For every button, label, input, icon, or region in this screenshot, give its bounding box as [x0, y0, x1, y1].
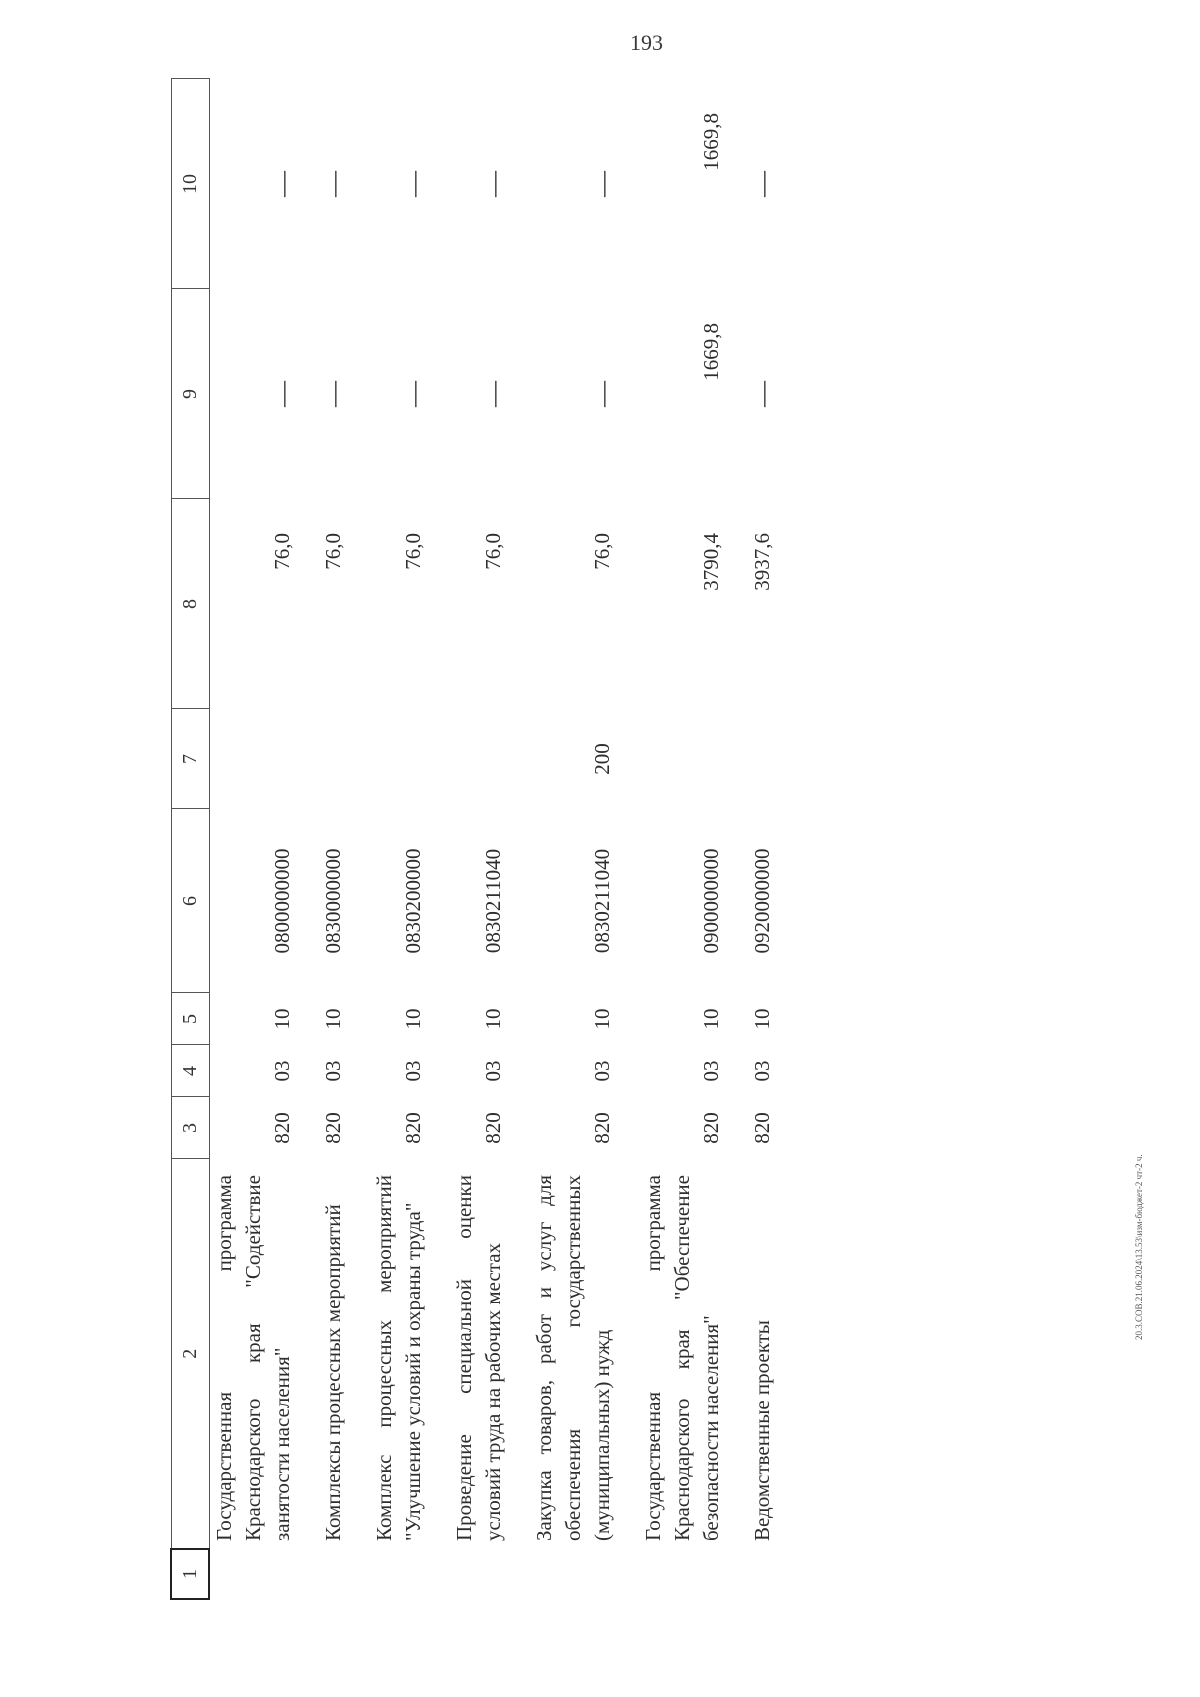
cell-col-10: — [398, 171, 428, 197]
cell-col-7 [370, 709, 432, 809]
spacer-cell [512, 79, 530, 1599]
cell-col-9: — [267, 381, 297, 407]
cell-col-4: 03 [480, 1060, 505, 1082]
table-row [450, 79, 512, 1599]
cell-col-8: 76,0 [269, 533, 294, 570]
cell-col-3: 820 [269, 1112, 294, 1144]
cell-col-8: 76,0 [320, 533, 345, 570]
header-col-8: 8 [171, 499, 209, 709]
cell-col-4: 03 [320, 1060, 345, 1082]
header-col-5: 5 [171, 993, 209, 1045]
cell-col-5: 10 [480, 1008, 505, 1030]
spacer-cell [730, 79, 748, 1599]
cell-col-10: — [318, 171, 348, 197]
cell-col-7: 200 [589, 743, 614, 775]
cell-col-10: — [747, 171, 777, 197]
cell-col-10: — [267, 171, 297, 197]
cell-col-3: 820 [698, 1112, 723, 1144]
cell-col-8: 3937,6 [749, 533, 774, 591]
cell-col-9: — [587, 381, 617, 407]
cell-col-8: 76,0 [480, 533, 505, 570]
cell-col-3: 820 [480, 1112, 505, 1144]
header-col-4: 4 [171, 1045, 209, 1097]
cell-col-8: 3790,4 [698, 533, 723, 591]
cell-col-1 [748, 1549, 781, 1599]
cell-name: Закупка товаров, работ и услуг для обеспечения государственных (муниципальных) нужд [531, 1175, 614, 1541]
table-row [370, 79, 432, 1599]
spacer-cell [301, 79, 319, 1599]
cell-col-9: — [318, 381, 348, 407]
spacer-cell [621, 79, 639, 1599]
cell-col-5: 10 [589, 1008, 614, 1030]
cell-col-5: 10 [400, 1008, 425, 1030]
cell-col-4: 03 [698, 1060, 723, 1082]
cell-col-7 [209, 709, 301, 809]
cell-name: Проведение специальной оценки условий труда на рабочих местах [451, 1175, 505, 1541]
cell-col-10: — [478, 171, 508, 197]
cell-col-3: 820 [400, 1112, 425, 1144]
table-row [209, 79, 301, 1599]
cell-col-9: — [478, 381, 508, 407]
cell-col-3: 820 [589, 1112, 614, 1144]
cell-col-9: 1669,8 [698, 323, 723, 381]
cell-col-6: 0830200000 [400, 848, 425, 954]
cell-col-6: 0830211040 [480, 848, 505, 954]
table-row [319, 79, 352, 1599]
cell-col-3: 820 [749, 1112, 774, 1144]
budget-table [170, 80, 1050, 1600]
cell-col-1 [370, 1549, 432, 1599]
table-row [748, 79, 781, 1599]
row-spacer [352, 79, 370, 1599]
cell-col-8: 76,0 [589, 533, 614, 570]
cell-name: Комплексы процессных мероприятий [320, 1204, 345, 1541]
cell-col-5: 10 [698, 1008, 723, 1030]
cell-col-10: — [587, 171, 617, 197]
page-number: 193 [630, 30, 663, 55]
cell-name: Ведомственные проекты [749, 1320, 774, 1541]
document-footer-code: 20.3.СОВ.21.06.2024\13.53\изм-бюджет-2 чт-2 ч. [1134, 1154, 1144, 1340]
cell-col-9: — [398, 381, 428, 407]
header-col-3: 3 [171, 1097, 209, 1159]
cell-col-1 [639, 1549, 730, 1599]
cell-col-4: 03 [749, 1060, 774, 1082]
cell-col-4: 03 [269, 1060, 294, 1082]
cell-col-3: 820 [320, 1112, 345, 1144]
cell-col-9: — [747, 381, 777, 407]
row-spacer [432, 79, 450, 1599]
cell-col-6: 0900000000 [698, 848, 723, 954]
header-col-9: 9 [171, 289, 209, 499]
cell-col-7 [748, 709, 781, 809]
cell-name: Комплекс процессных мероприятий "Улучшение условий и охраны труда" [371, 1175, 425, 1541]
cell-name: Государственная программа Краснодарского края "Обеспечение безопасности населения" [640, 1175, 723, 1541]
row-spacer [730, 79, 748, 1599]
cell-col-5: 10 [320, 1008, 345, 1030]
cell-col-6: 0920000000 [749, 848, 774, 954]
cell-col-4: 03 [589, 1060, 614, 1082]
cell-col-8: 76,0 [400, 533, 425, 570]
spacer-cell [432, 79, 450, 1599]
row-spacer [621, 79, 639, 1599]
cell-col-6: 0830211040 [589, 848, 614, 954]
cell-col-7 [319, 709, 352, 809]
cell-name: Государственная программа Краснодарского края "Содействие занятости населения" [211, 1175, 294, 1541]
spacer-cell [352, 79, 370, 1599]
cell-col-1 [450, 1549, 512, 1599]
header-col-10: 10 [171, 79, 209, 289]
cell-col-4: 03 [400, 1060, 425, 1082]
cell-col-7 [639, 709, 730, 809]
header-col-6: 6 [171, 809, 209, 993]
header-col-1: 1 [171, 1549, 209, 1599]
cell-col-7 [450, 709, 512, 809]
cell-col-1 [209, 1549, 301, 1599]
row-spacer [512, 79, 530, 1599]
cell-col-5: 10 [749, 1008, 774, 1030]
cell-col-1 [530, 1549, 621, 1599]
cell-col-1 [319, 1549, 352, 1599]
table-row [530, 79, 621, 1599]
cell-col-10: 1669,8 [698, 113, 723, 171]
header-col-2: 2 [171, 1159, 209, 1549]
cell-col-5: 10 [269, 1008, 294, 1030]
row-spacer [301, 79, 319, 1599]
cell-col-6: 0800000000 [269, 848, 294, 954]
table-header-row [171, 79, 209, 1599]
header-col-7: 7 [171, 709, 209, 809]
cell-col-6: 0830000000 [320, 848, 345, 954]
table-row [639, 79, 730, 1599]
